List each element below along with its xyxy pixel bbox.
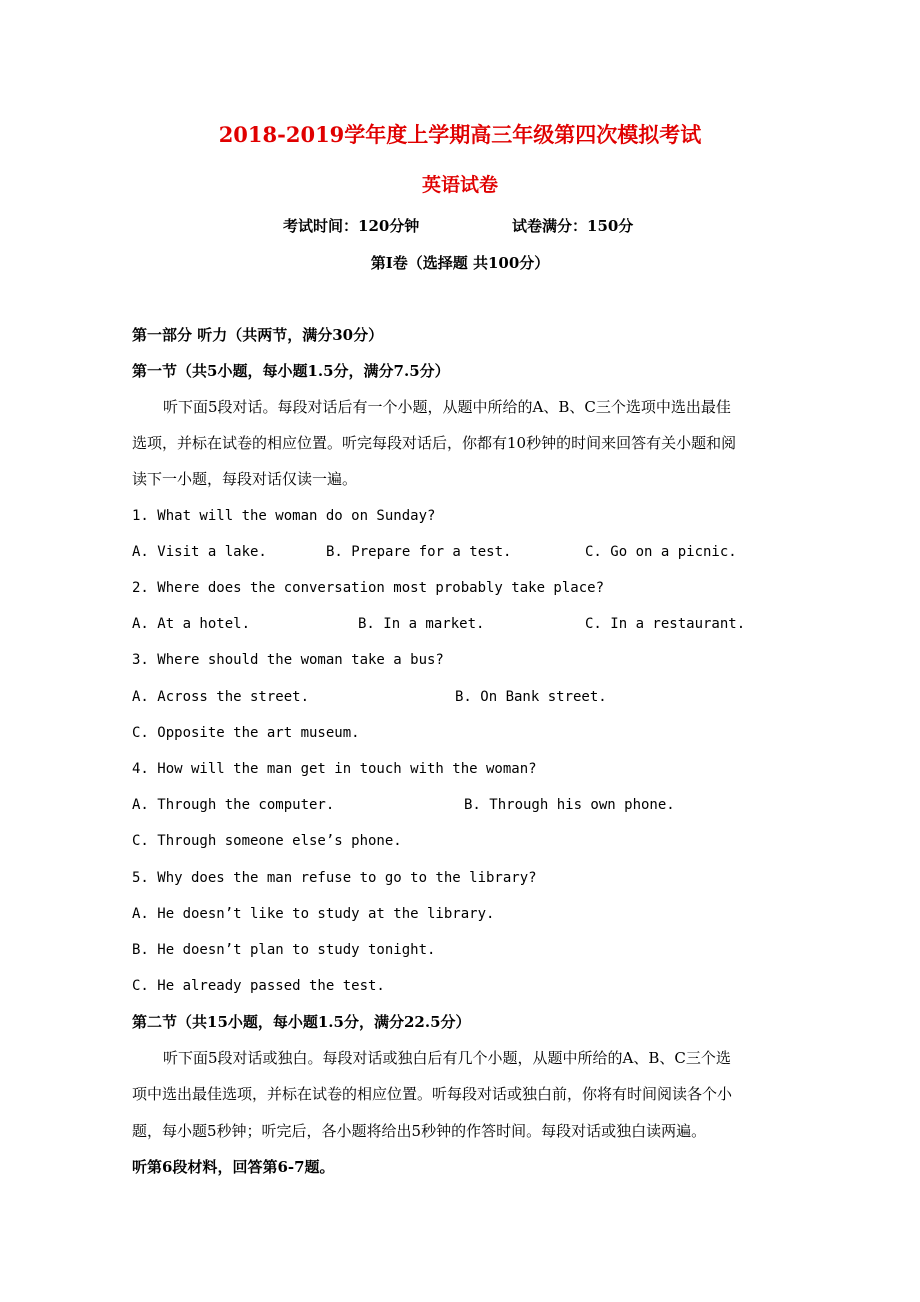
question-2-option-c: C. In a restaurant.	[585, 616, 746, 632]
section1-heading: 第一节（共5小题，每小题1.5分，满分7.5分）	[132, 362, 450, 380]
exam-title: 2018-2019学年度上学期高三年级第四次模拟考试	[218, 122, 702, 147]
question-5-option-b: B. He doesn’t plan to study tonight.	[132, 942, 436, 958]
question-3-stem: 3. Where should the woman take a bus?	[132, 652, 444, 668]
section1-instruction-line: 读下一小题，每段对话仅读一遍。	[132, 470, 358, 488]
question-4-option-c: C. Through someone else’s phone.	[132, 833, 402, 849]
question-2-stem: 2. Where does the conversation most probably take place?	[132, 580, 605, 596]
question-4-option-b: B. Through his own phone.	[464, 797, 675, 813]
question-3-option-c: C. Opposite the art museum.	[132, 725, 360, 741]
question-2-option-b: B. In a market.	[358, 616, 485, 632]
section2-instruction-line: 听下面5段对话或独白。每段对话或独白后有几个小题，从题中所给的A、B、C三个选	[163, 1049, 731, 1067]
question-3-option-a: A. Across the street.	[132, 689, 310, 705]
material-note: 听第6段材料，回答第6-7题。	[132, 1158, 335, 1176]
question-5-option-a: A. He doesn’t like to study at the library.	[132, 906, 495, 922]
section1-instruction-line: 选项，并标在试卷的相应位置。听完每段对话后，你都有10秒钟的时间来回答有关小题和阅	[132, 434, 737, 452]
question-1-option-a: A. Visit a lake.	[132, 544, 267, 560]
question-2-option-a: A. At a hotel.	[132, 616, 251, 632]
part1-heading: 第一部分 听力（共两节，满分30分）	[132, 326, 384, 344]
question-1-option-c: C. Go on a picnic.	[585, 544, 737, 560]
section1-instruction-line: 听下面5段对话。每段对话后有一个小题，从题中所给的A、B、C三个选项中选出最佳	[163, 398, 731, 416]
exam-time: 考试时间：120分钟	[283, 217, 420, 235]
question-1-option-b: B. Prepare for a test.	[326, 544, 512, 560]
full-score: 试卷满分：150分	[512, 217, 634, 235]
volume-heading: 第Ⅰ卷（选择题 共100分）	[370, 254, 550, 272]
question-4-stem: 4. How will the man get in touch with the woman?	[132, 761, 537, 777]
section2-instruction-line: 项中选出最佳选项，并标在试卷的相应位置。听每段对话或独白前，你将有时间阅读各个小	[132, 1085, 733, 1103]
question-3-option-b: B. On Bank street.	[455, 689, 607, 705]
question-1-stem: 1. What will the woman do on Sunday?	[132, 508, 436, 524]
question-5-option-c: C. He already passed the test.	[132, 978, 385, 994]
question-4-option-a: A. Through the computer.	[132, 797, 335, 813]
subject-title: 英语试卷	[421, 174, 498, 196]
section2-heading: 第二节（共15小题，每小题1.5分，满分22.5分）	[132, 1013, 471, 1031]
section2-instruction-line: 题，每小题5秒钟；听完后，各小题将给出5秒钟的作答时间。每段对话或独白读两遍。	[132, 1122, 707, 1140]
question-5-stem: 5. Why does the man refuse to go to the library?	[132, 870, 537, 886]
